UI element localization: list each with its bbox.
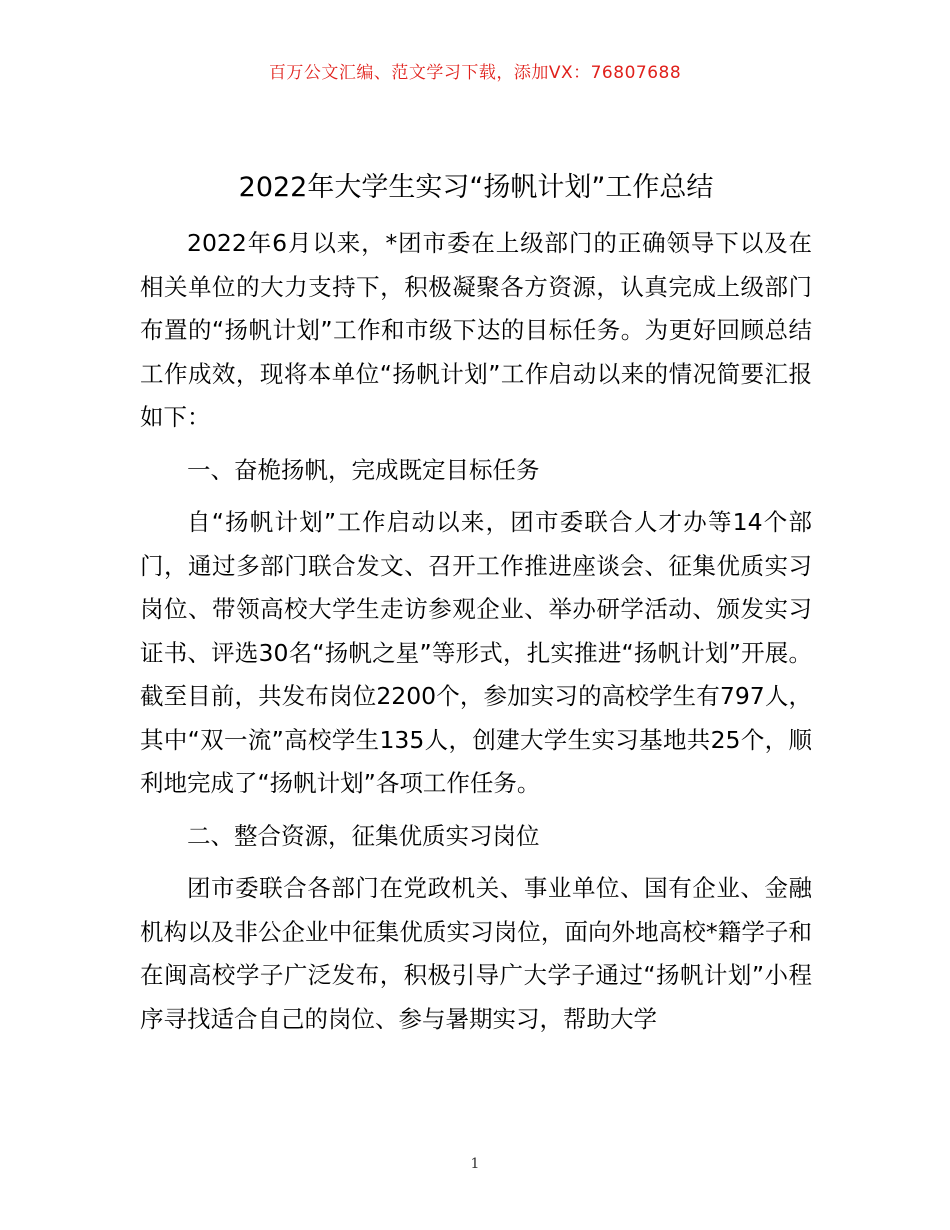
section-paragraph-1: 自“扬帆计划”工作启动以来，团市委联合人才办等14个部门，通过多部门联合发文、召开工作推进座谈会、征集优质实习岗位、带领高校大学生走访参观企业、举办研学活动、颁发实习证书、评选30名“扬帆之星”等形式，扎实推进“扬帆计划”开展。截至目前，共发布岗位2200个，参加实习的高校学生有797人，其中“双一流”高校学生135人，创建大学生实习基地共25个，顺利地完成了“扬帆计划”各项工作任务。 (140, 508, 812, 797)
document-title: 2022年大学生实习“扬帆计划”工作总结 (238, 172, 714, 203)
page-number: 1 (470, 1156, 480, 1172)
header-banner: 百万公文汇编、范文学习下载，添加VX：76807688 (268, 63, 682, 83)
section-heading-1: 一、奋桅扬帆，完成既定目标任务 (187, 455, 540, 484)
intro-paragraph: 2022年6月以来，*团市委在上级部门的正确领导下以及在相关单位的大力支持下，积极凝聚各方资源，认真完成上级部门布置的“扬帆计划”工作和市级下达的目标任务。为更好回顾总结工作成效，现将本单位“扬帆计划”工作启动以来的情况简要汇报如下： (140, 229, 812, 431)
section-heading-2: 二、整合资源，征集优质实习岗位 (187, 821, 540, 850)
document-body (140, 222, 812, 1041)
section-paragraph-2: 团市委联合各部门在党政机关、事业单位、国有企业、金融机构以及非公企业中征集优质实习岗位，面向外地高校*籍学子和在闽高校学子广泛发布，积极引导广大学子通过“扬帆计划”小程序寻找适合自己的岗位、参与暑期实习，帮助大学 (140, 874, 812, 1033)
